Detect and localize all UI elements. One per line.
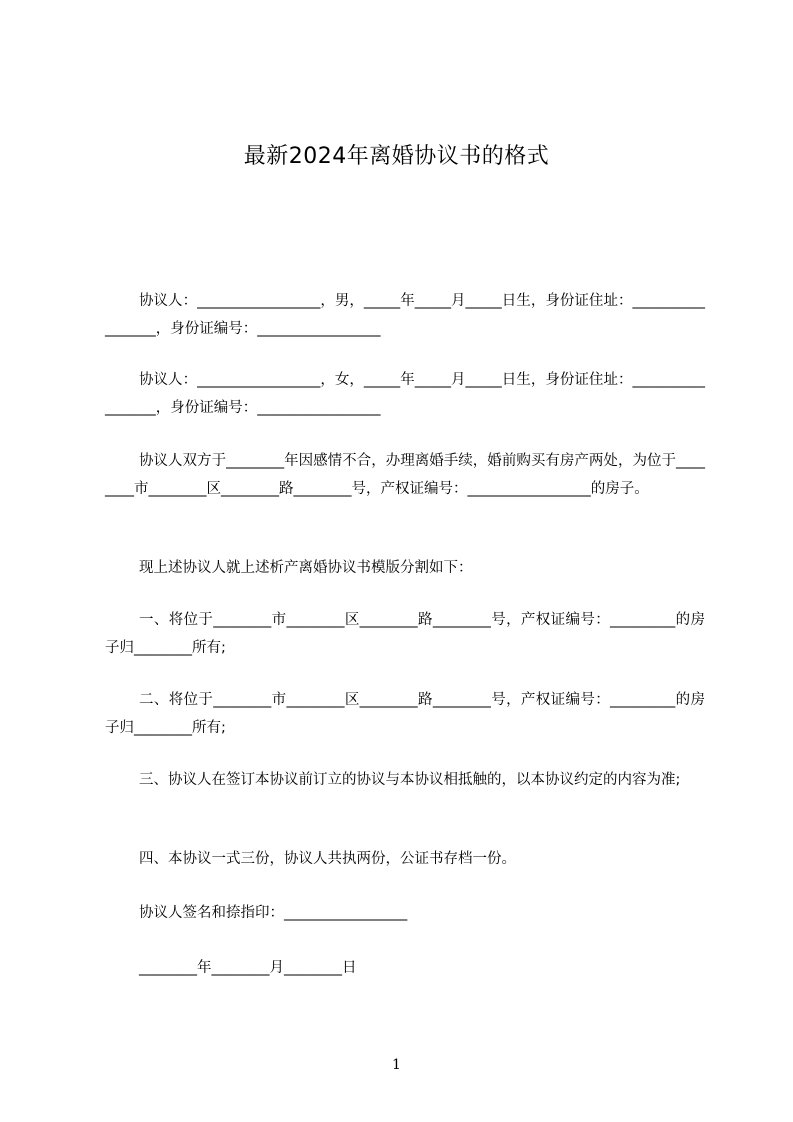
- clause-four: 四、本协议一式三份，协议人共执两份，公证书存档一份。: [139, 851, 516, 867]
- party-one-info: 协议人：_________________，男，_____年_____月_____日生，身份证住址：_________________，身份证编号：_________________: [105, 293, 705, 337]
- property-statement: 协议人双方于________年因感情不合，办理离婚手续，婚前购买有房产两处，为位于________市________区________路________号，产权证编号：_________________的房子。: [105, 453, 705, 497]
- clause-one: 一、将位于________市________区________路________号，产权证编号：_________的房子归________所有;: [105, 612, 705, 656]
- party-two-info: 协议人：_________________，女，_____年_____月_____日生，身份证住址：_________________，身份证编号：_________________: [105, 372, 705, 416]
- division-intro: 现上述协议人就上述析产离婚协议书模版分割如下：: [139, 560, 473, 576]
- document-title: 最新2024年离婚协议书的格式: [243, 144, 550, 169]
- signature-line: 协议人签名和捺指印：_________________: [139, 905, 408, 921]
- clause-two: 二、将位于________市________区________路________号，产权证编号：_________的房子归________所有;: [105, 692, 705, 736]
- clause-three: 三、协议人在签订本协议前订立的协议与本协议相抵触的，以本协议约定的内容为准;: [139, 772, 681, 788]
- page-number: 1: [392, 1057, 401, 1073]
- date-line: ________年________月________日: [139, 960, 357, 976]
